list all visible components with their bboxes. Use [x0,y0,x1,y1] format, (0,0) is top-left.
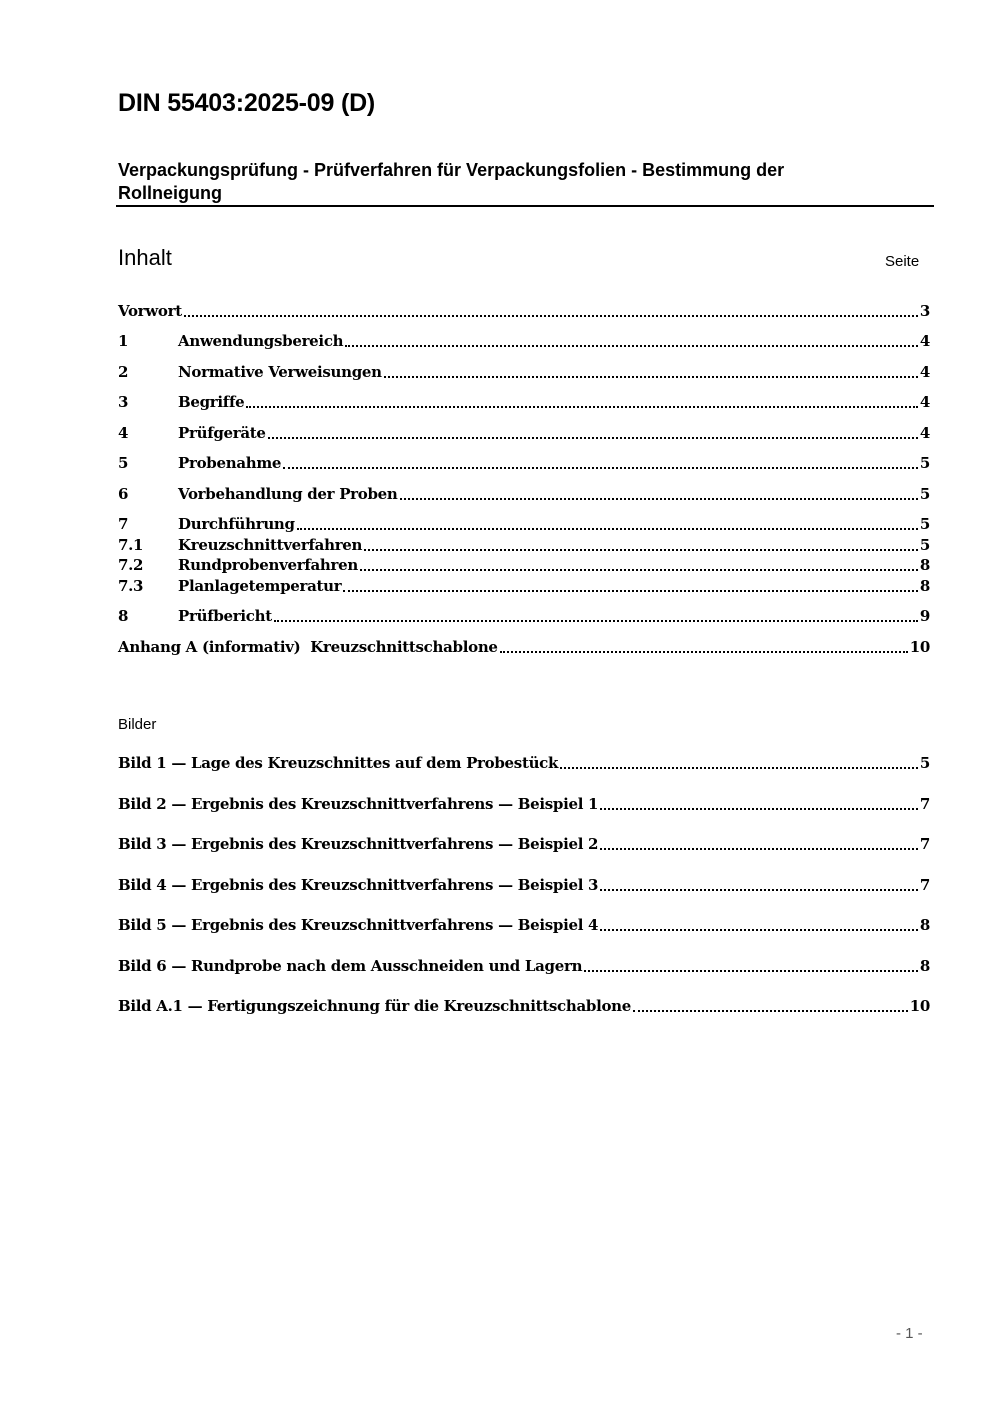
toc-entry-number: 1 [118,332,129,350]
toc-entry-page: 3 [919,302,930,320]
toc-leader-dots [560,767,918,769]
toc-leader-dots [600,929,918,931]
figures-heading: Bilder [118,716,157,733]
toc-leader-dots [274,620,918,622]
page-column-label: Seite [885,253,920,270]
figure-entry-label: Bild A.1 — Fertigungszeichnung für die Kreuzschnittschablone [118,997,632,1015]
toc-entry-label: Kreuzschnittverfahren [178,536,363,554]
toc-entry-number: 6 [118,485,129,503]
toc-entry-label: Vorbehandlung der Proben [178,485,398,503]
toc-entry-page: 5 [919,536,930,554]
figure-entry-1[interactable] [118,754,930,774]
toc-entry-page: 8 [919,556,930,574]
toc-entry-2[interactable] [118,363,930,383]
toc-entry-label: Durchführung [178,515,295,533]
figure-entry-a1[interactable] [118,997,930,1017]
toc-entry-vorwort[interactable] [118,302,930,322]
title-divider [116,205,934,207]
toc-entry-label: Rundprobenverfahren [178,556,358,574]
toc-entry-number: 7 [118,515,129,533]
toc-entry-number: 4 [118,424,129,442]
toc-entry-page: 5 [919,454,930,472]
figure-entry-3[interactable] [118,835,930,855]
toc-leader-dots [297,528,918,530]
figure-entry-page: 7 [919,835,930,853]
toc-entry-3[interactable] [118,393,930,413]
toc-entry-number: 7.2 [118,556,144,574]
toc-entry-label: Prüfbericht [178,607,272,625]
figure-entry-label: Bild 1 — Lage des Kreuzschnittes auf dem Probestück [118,754,559,772]
figure-entry-5[interactable] [118,916,930,936]
toc-entry-5[interactable] [118,454,930,474]
toc-entry-label: Anwendungsbereich [178,332,344,350]
toc-entry-number: 3 [118,393,129,411]
toc-entry-page: 4 [919,363,930,381]
toc-entry-page: 5 [919,515,930,533]
toc-entry-label: Begriffe [178,393,245,411]
figure-entry-page: 7 [919,795,930,813]
toc-leader-dots [184,315,918,317]
toc-leader-dots [400,498,918,500]
toc-entry-page: 4 [919,424,930,442]
figure-entry-6[interactable] [118,957,930,977]
toc-entry-number: 5 [118,454,129,472]
figure-entry-page: 7 [919,876,930,894]
toc-entry-page: 4 [919,393,930,411]
figure-entry-page: 5 [919,754,930,772]
toc-entry-label: Vorwort [118,302,182,320]
toc-leader-dots [633,1010,908,1012]
document-subtitle: Verpackungsprüfung - Prüfverfahren für Verpackungsfolien - Bestimmung der Rollneigung [118,160,785,203]
toc-entry-page: 10 [909,638,930,656]
toc-entry-page: 5 [919,485,930,503]
figure-entry-label: Bild 2 — Ergebnis des Kreuzschnittverfahrens — Beispiel 1 [118,795,599,813]
toc-leader-dots [364,549,918,551]
toc-leader-dots [343,590,917,592]
toc-heading: Inhalt [118,245,172,270]
toc-entry-7-2[interactable] [118,556,930,576]
figure-entry-label: Bild 3 — Ergebnis des Kreuzschnittverfahrens — Beispiel 2 [118,835,599,853]
toc-entry-label: Probenahme [178,454,282,472]
toc-entry-7-3[interactable] [118,577,930,597]
toc-leader-dots [384,376,918,378]
toc-leader-dots [345,345,918,347]
toc-leader-dots [268,437,918,439]
toc-entry-label: Planlagetemperatur [178,577,342,595]
page-number: - 1 - [896,1325,923,1342]
toc-leader-dots [360,569,918,571]
toc-entry-number: 2 [118,363,129,381]
figure-entry-2[interactable] [118,795,930,815]
figure-entry-page: 8 [919,916,930,934]
toc-leader-dots [600,889,918,891]
toc-entry-number: 7.3 [118,577,144,595]
toc-leader-dots [246,406,917,408]
figure-entry-label: Bild 4 — Ergebnis des Kreuzschnittverfahrens — Beispiel 3 [118,876,599,894]
toc-leader-dots [600,848,918,850]
figure-entry-label: Bild 6 — Rundprobe nach dem Ausschneiden und Lagern [118,957,583,975]
figure-entry-label: Bild 5 — Ergebnis des Kreuzschnittverfahrens — Beispiel 4 [118,916,599,934]
toc-entry-label: Normative Verweisungen [178,363,382,381]
toc-entry-number: 8 [118,607,129,625]
toc-entry-page: 8 [919,577,930,595]
toc-entry-label: Anhang A (informativ) Kreuzschnittschablone [118,638,498,656]
toc-entry-1[interactable] [118,332,930,352]
toc-entry-page: 4 [919,332,930,350]
toc-entry-number: 7.1 [118,536,144,554]
toc-entry-8[interactable] [118,607,930,627]
document-title: DIN 55403:2025-09 (D) [118,89,376,117]
toc-entry-7[interactable] [118,515,930,535]
toc-entry-label: Prüfgeräte [178,424,266,442]
toc-entry-page: 9 [919,607,930,625]
figure-entry-page: 10 [909,997,930,1015]
figure-entry-4[interactable] [118,876,930,896]
toc-leader-dots [600,808,918,810]
toc-leader-dots [584,970,918,972]
toc-entry-4[interactable] [118,424,930,444]
toc-entry-6[interactable] [118,485,930,505]
toc-leader-dots [500,651,908,653]
figure-entry-page: 8 [919,957,930,975]
toc-entry-anhang-a[interactable] [118,638,930,658]
toc-leader-dots [283,467,918,469]
toc-entry-7-1[interactable] [118,536,930,556]
